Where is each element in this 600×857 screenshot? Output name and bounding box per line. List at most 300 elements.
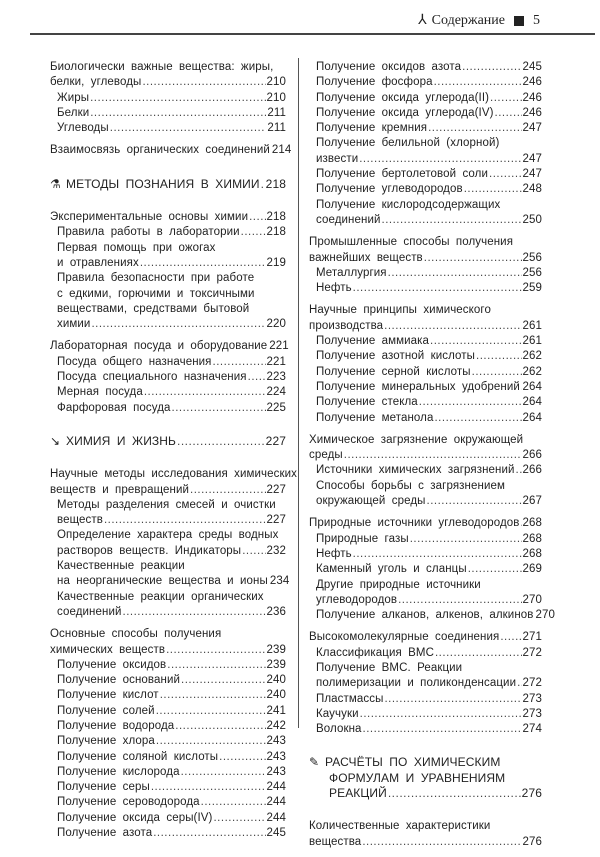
- toc-entry-title: Научные принципы химического: [309, 304, 491, 317]
- dot-leader: [428, 121, 521, 136]
- toc-page-number: 262: [522, 365, 542, 378]
- toc-entry-title: полимеризации и поликонденсации: [316, 677, 517, 690]
- toc-page-number: 236: [266, 605, 286, 618]
- toc-entry-title: Получение сероводорода: [57, 796, 200, 809]
- toc-page-number: 240: [266, 674, 286, 687]
- toc-page-number: 245: [266, 827, 286, 840]
- dot-leader: [464, 182, 522, 197]
- toc-line: [50, 765, 286, 780]
- dot-leader: [472, 365, 522, 380]
- toc-entry-title: Правила работы в лаборатории: [57, 226, 240, 239]
- toc-section-entry[interactable]: [50, 434, 286, 449]
- toc-entry[interactable]: [50, 704, 286, 719]
- toc-section-entry[interactable]: [309, 755, 542, 801]
- toc-line: [309, 198, 542, 213]
- dot-leader: [172, 401, 266, 416]
- toc-entry[interactable]: [309, 365, 542, 380]
- toc-entry-title: Получение оксидов: [57, 658, 167, 671]
- toc-line: [309, 661, 542, 676]
- dot-leader: [104, 513, 266, 528]
- toc-page-number: 269: [522, 563, 542, 576]
- toc-line: [50, 544, 286, 559]
- toc-entry[interactable]: [50, 225, 286, 240]
- toc-group: [309, 433, 542, 509]
- toc-entry-title: Получение солей: [57, 704, 155, 717]
- toc-entry[interactable]: [309, 380, 542, 395]
- toc-entry[interactable]: [309, 463, 542, 478]
- toc-entry-title: Нефть: [316, 282, 352, 295]
- toc-entry[interactable]: [309, 121, 542, 136]
- toc-page-number: 270: [535, 609, 555, 622]
- toc-section: [50, 177, 286, 192]
- toc-entry[interactable]: [50, 734, 286, 749]
- toc-entry[interactable]: [50, 210, 286, 225]
- toc-entry-title: соединений: [316, 213, 381, 226]
- dot-leader: [424, 251, 522, 266]
- dot-leader: [462, 60, 521, 75]
- toc-entry[interactable]: [309, 411, 542, 426]
- toc-entry[interactable]: [309, 479, 542, 510]
- toc-page-number: 244: [266, 781, 286, 794]
- toc-page-number: 221: [266, 355, 286, 368]
- toc-page-number: 227: [266, 483, 286, 496]
- toc-page-number: 244: [266, 811, 286, 824]
- toc-entry[interactable]: [309, 75, 542, 90]
- toc-entry-title: Природные источники углеводородов: [309, 517, 520, 530]
- toc-group: [50, 60, 286, 136]
- toc-entry-title: Получение алканов, алкенов, алкинов: [316, 609, 534, 622]
- toc-entry-title: Белки: [57, 106, 90, 119]
- toc-entry[interactable]: [50, 385, 286, 400]
- toc-line: [50, 467, 297, 482]
- toc-section: [309, 755, 542, 801]
- toc-line: [50, 643, 286, 658]
- toc-entry[interactable]: [309, 60, 542, 75]
- toc-line: [50, 302, 286, 317]
- dot-leader: [434, 75, 522, 90]
- toc-entry[interactable]: [309, 303, 542, 334]
- toc-entry-title: Получение бертолетовой соли: [316, 168, 489, 181]
- toc-entry[interactable]: [309, 91, 542, 106]
- toc-entry[interactable]: [50, 590, 286, 621]
- toc-entry-title: РЕАКЦИЙ: [329, 786, 387, 801]
- toc-line: [309, 91, 542, 106]
- toc-page-number: 234: [269, 575, 290, 588]
- pipette-icon: ↘: [50, 433, 61, 448]
- toc-entry[interactable]: [309, 692, 542, 707]
- toc-page-number: 273: [522, 692, 542, 705]
- toc-group: [309, 60, 542, 228]
- dot-leader: [160, 688, 266, 703]
- toc-group: [309, 819, 542, 850]
- dot-leader: [201, 795, 266, 810]
- toc-line: [50, 750, 286, 765]
- toc-entry-title: Получение серы: [57, 781, 150, 794]
- toc-entry-title: Получение минеральных удобрений: [316, 380, 520, 393]
- square-marker-icon: [514, 16, 524, 26]
- dot-leader: [521, 516, 522, 531]
- toc-entry[interactable]: [309, 235, 542, 266]
- dot-leader: [242, 544, 265, 559]
- toc-entry[interactable]: [50, 811, 286, 826]
- toc-entry-title: Получение оксида углерода(IV): [316, 106, 494, 119]
- toc-entry-title: веществ: [57, 514, 103, 527]
- dot-leader: [382, 213, 522, 228]
- toc-entry[interactable]: [309, 630, 542, 645]
- toc-entry-title: соединений: [57, 605, 122, 618]
- toc-page-number: 221: [269, 340, 289, 353]
- toc-entry[interactable]: [50, 121, 286, 136]
- toc-page-number: 214: [271, 144, 292, 157]
- toc-line: [309, 819, 542, 834]
- toc-page-number: 225: [266, 401, 286, 414]
- toc-entry[interactable]: [50, 91, 286, 106]
- dot-leader: [353, 281, 522, 296]
- toc-entry[interactable]: [50, 467, 297, 498]
- toc-line: [50, 574, 290, 589]
- toc-page-number: 239: [266, 643, 286, 656]
- toc-line: [309, 380, 542, 395]
- dot-leader: [90, 106, 266, 121]
- toc-page-number: 274: [522, 723, 542, 736]
- toc-entry-title: ХИМИЯ И ЖИЗНЬ: [66, 433, 177, 448]
- toc-line: [309, 755, 542, 770]
- dot-leader: [213, 355, 266, 370]
- toc-entry[interactable]: [309, 646, 542, 661]
- toc-entry[interactable]: [50, 528, 286, 559]
- toc-line: [50, 627, 286, 642]
- toc-line: [309, 365, 542, 380]
- toc-entry-title: Каучуки: [316, 707, 359, 720]
- toc-entry[interactable]: [50, 559, 290, 590]
- header-title: Содержание: [431, 12, 505, 28]
- toc-entry-title: Природные газы: [316, 532, 409, 545]
- toc-group: [50, 339, 289, 415]
- toc-page-number: 272: [522, 646, 542, 659]
- toc-entry-title: Определение характера среды водных: [57, 529, 279, 542]
- toc-page-number: 240: [266, 689, 286, 702]
- toc-entry-title: Пластмассы: [316, 692, 384, 705]
- toc-page-number: 268: [522, 532, 542, 545]
- toc-line: [309, 835, 542, 850]
- dot-leader: [427, 494, 522, 509]
- toc-entry[interactable]: [50, 143, 292, 158]
- toc-line: [309, 213, 542, 228]
- toc-entry-title: Высокомолекулярные соединения: [309, 631, 500, 644]
- toc-page-number: 266: [522, 464, 542, 477]
- toc-entry[interactable]: [50, 271, 286, 332]
- toc-entry[interactable]: [50, 627, 286, 658]
- toc-page-number: 218: [266, 211, 286, 224]
- toc-entry-title: Каменный уголь и сланцы: [316, 563, 467, 576]
- toc-page-number: 266: [522, 449, 542, 462]
- toc-line: [50, 210, 286, 225]
- toc-line: [50, 498, 286, 513]
- toc-line: [50, 225, 286, 240]
- toc-entry-title: веществами, средствами бытовой: [57, 302, 250, 315]
- toc-entry-title: Другие природные источники: [316, 578, 481, 591]
- toc-line: [50, 483, 286, 498]
- toc-line: [50, 826, 286, 841]
- toc-entry-title: Первая помощь при ожогах: [57, 241, 216, 254]
- toc-line: [309, 463, 542, 478]
- toc-entry-title: Источники химических загрязнений: [316, 464, 515, 477]
- dot-leader: [360, 707, 522, 722]
- dot-leader: [435, 646, 522, 661]
- toc-line: [309, 303, 542, 318]
- toc-section-entry[interactable]: [50, 177, 286, 192]
- toc-page-number: 267: [522, 495, 542, 508]
- toc-page-number: 224: [266, 386, 286, 399]
- toc-entry-title: Углеводы: [57, 122, 109, 135]
- toc-entry-title: химических веществ: [50, 643, 166, 656]
- toc-line: [309, 608, 555, 623]
- toc-entry-title: Получение стекла: [316, 396, 418, 409]
- toc-page-number: 246: [522, 76, 542, 89]
- toc-line: [309, 281, 542, 296]
- dot-leader: [410, 532, 522, 547]
- toc-line: [50, 434, 286, 449]
- toc-entry[interactable]: [50, 241, 286, 272]
- toc-entry[interactable]: [50, 673, 286, 688]
- toc-page-number: 210: [266, 91, 286, 104]
- toc-entry[interactable]: [309, 532, 542, 547]
- toc-entry-title: углеводородов: [316, 593, 398, 606]
- toc-line: [309, 395, 542, 410]
- toc-entry-title: Волокна: [316, 723, 362, 736]
- toc-entry[interactable]: [50, 401, 286, 416]
- toc-line: [50, 559, 286, 574]
- toc-entry-title: на неорганические вещества и ионы: [57, 575, 268, 588]
- toc-line: [309, 136, 542, 151]
- toc-page-number: 211: [267, 106, 286, 119]
- dot-leader: [213, 811, 265, 826]
- dot-leader: [363, 722, 522, 737]
- toc-page-number: 219: [266, 256, 286, 269]
- toc-line: [309, 60, 542, 75]
- dot-leader: [261, 177, 265, 192]
- toc-page-number: 242: [266, 719, 286, 732]
- toc-line: [309, 516, 542, 531]
- dot-leader: [516, 463, 522, 478]
- toc-entry[interactable]: [50, 795, 286, 810]
- dot-leader: [181, 673, 266, 688]
- toc-entry[interactable]: [50, 750, 286, 765]
- toc-entry[interactable]: [50, 339, 289, 354]
- toc-entry[interactable]: [309, 266, 542, 281]
- toc-page-number: 250: [522, 213, 542, 226]
- toc-line: [50, 91, 286, 106]
- toc-line: [309, 479, 542, 494]
- toc-line: [50, 177, 286, 192]
- toc-page-number: 264: [522, 396, 542, 409]
- toc-line: [309, 235, 542, 250]
- toc-entry-title: Получение кислородсодержащих: [316, 198, 501, 211]
- toc-entry[interactable]: [309, 395, 542, 410]
- toc-entry-title: Получение ВМС. Реакции: [316, 661, 463, 674]
- toc-entry-title: Получение азота: [57, 827, 153, 840]
- toc-entry[interactable]: [309, 182, 542, 197]
- toc-line: [50, 287, 286, 302]
- dot-leader: [156, 704, 266, 719]
- toc-page-number: 246: [522, 91, 542, 104]
- toc-line: [50, 590, 286, 605]
- toc-group: [309, 516, 555, 623]
- dot-leader: [166, 643, 265, 658]
- toc-page-number: 247: [522, 122, 542, 135]
- dot-leader: [489, 167, 521, 182]
- toc-line: [50, 355, 286, 370]
- toc-entry[interactable]: [50, 765, 286, 780]
- toc-line: [50, 719, 286, 734]
- dot-leader: [167, 658, 265, 673]
- page-number: 5: [533, 12, 540, 28]
- toc-line: [309, 578, 542, 593]
- toc-entry[interactable]: [50, 780, 286, 795]
- toc-entry[interactable]: [309, 433, 542, 464]
- toc-line: [309, 562, 542, 577]
- toc-page-number: 244: [266, 796, 286, 809]
- running-header: [418, 12, 540, 29]
- toc-line: [50, 143, 292, 158]
- dot-leader: [249, 210, 265, 225]
- toc-line: [309, 106, 542, 121]
- toc-entry[interactable]: [309, 819, 542, 850]
- toc-entry[interactable]: [309, 578, 542, 609]
- toc-page-number: 232: [266, 544, 286, 557]
- dot-leader: [384, 692, 521, 707]
- toc-entry-title: Получение аммиака: [316, 335, 430, 348]
- toc-entry-title: веществ и превращений: [50, 483, 189, 496]
- toc-page-number: 243: [266, 735, 286, 748]
- toc-entry[interactable]: [309, 608, 555, 623]
- toc-entry[interactable]: [309, 661, 542, 692]
- toc-entry-title: химии: [57, 318, 91, 331]
- toc-line: [309, 494, 542, 509]
- toc-line: [50, 241, 286, 256]
- toc-entry[interactable]: [309, 707, 542, 722]
- toc-entry-title: Получение метанола: [316, 411, 434, 424]
- toc-entry-title: с едкими, горючими и токсичными: [57, 287, 255, 300]
- toc-line: [309, 692, 542, 707]
- toc-entry-title: Получение белильной (хлорной): [316, 137, 500, 150]
- toc-entry-title: ФОРМУЛАМ И УРАВНЕНИЯМ: [329, 770, 506, 785]
- toc-entry-title: среды: [309, 449, 343, 462]
- toc-section: [50, 434, 286, 449]
- toc-page-number: 259: [522, 282, 542, 295]
- toc-line: [309, 676, 542, 691]
- toc-entry-title: вещества: [309, 835, 362, 848]
- toc-entry-title: Получение хлора: [57, 735, 155, 748]
- toc-entry[interactable]: [309, 167, 542, 182]
- dot-leader: [388, 266, 522, 281]
- toc-line: [50, 513, 286, 528]
- toc-line: [309, 152, 542, 167]
- toc-line: [50, 795, 286, 810]
- toc-entry-title: Биологически важные вещества: жиры,: [50, 61, 274, 73]
- toc-entry[interactable]: [50, 498, 286, 529]
- toc-entry[interactable]: [309, 334, 542, 349]
- toc-entry[interactable]: [309, 516, 542, 531]
- dot-leader: [153, 826, 265, 841]
- dot-leader: [495, 106, 522, 121]
- toc-entry[interactable]: [309, 547, 542, 562]
- toc-entry-title: окружающей среды: [316, 495, 426, 508]
- dot-leader: [476, 349, 521, 364]
- toc-line: [50, 658, 286, 673]
- toc-page-number: 210: [266, 76, 286, 89]
- toc-entry-title: Получение азотной кислоты: [316, 350, 476, 363]
- toc-entry-title: Жиры: [57, 91, 90, 104]
- toc-entry-title: Правила безопасности при работе: [57, 272, 255, 285]
- toc-entry-title: Получение оксида углерода(II): [316, 91, 490, 104]
- toc-entry[interactable]: [309, 281, 542, 296]
- toc-entry-title: Получение углеводородов: [316, 183, 463, 196]
- toc-entry-title: Лабораторная посуда и оборудование: [50, 340, 268, 353]
- toc-page-number: 261: [522, 319, 542, 332]
- toc-entry[interactable]: [50, 826, 286, 841]
- header-rule: [30, 33, 595, 35]
- toc-page-number: 268: [522, 517, 542, 530]
- toc-entry-title: Получение фосфора: [316, 76, 433, 89]
- toc-entry[interactable]: [309, 349, 542, 364]
- toc-page-number: 276: [521, 786, 542, 801]
- toc-entry[interactable]: [309, 136, 542, 167]
- toc-entry[interactable]: [50, 60, 286, 91]
- toc-entry[interactable]: [309, 198, 542, 229]
- toc-entry[interactable]: [50, 370, 286, 385]
- toc-line: [309, 707, 542, 722]
- chemistry-flask-icon: ⅄: [418, 13, 427, 28]
- toc-entry[interactable]: [50, 355, 286, 370]
- toc-line: [50, 385, 286, 400]
- toc-page-number: 264: [522, 411, 542, 424]
- toc-line: [50, 401, 286, 416]
- toc-page-number: 270: [522, 593, 542, 606]
- toc-entry[interactable]: [50, 719, 286, 734]
- toc-entry-title: и отравлениях: [57, 256, 139, 269]
- microscope-icon: ⚗: [50, 176, 61, 191]
- dot-leader: [468, 562, 522, 577]
- dot-leader: [430, 334, 521, 349]
- toc-entry[interactable]: [309, 106, 542, 121]
- toc-line: [50, 317, 286, 332]
- toc-entry-title: Нефть: [316, 547, 352, 560]
- notepad-pencil-icon: ✎: [309, 755, 320, 770]
- toc-group: [50, 467, 297, 620]
- toc-entry[interactable]: [50, 106, 286, 121]
- toc-entry-title: Получение кремния: [316, 122, 428, 135]
- toc-page-number: 243: [266, 750, 286, 763]
- toc-line: [309, 266, 542, 281]
- toc-entry[interactable]: [50, 658, 286, 673]
- toc-line: [50, 780, 286, 795]
- toc-line: [309, 121, 542, 136]
- toc-line: [309, 251, 542, 266]
- toc-line: [50, 60, 286, 75]
- toc-page-number: 245: [522, 61, 542, 73]
- toc-entry-title: Получение соляной кислоты: [57, 750, 219, 763]
- toc-entry[interactable]: [309, 722, 542, 737]
- toc-group: [50, 143, 292, 158]
- toc-entry[interactable]: [50, 688, 286, 703]
- dot-leader: [398, 593, 521, 608]
- toc-entry-title: Получение серной кислоты: [316, 365, 471, 378]
- toc-entry-title: Основные способы получения: [50, 628, 222, 641]
- toc-entry[interactable]: [309, 562, 542, 577]
- toc-page-number: 218: [266, 226, 286, 239]
- toc-entry-title: Фарфоровая посуда: [57, 401, 171, 414]
